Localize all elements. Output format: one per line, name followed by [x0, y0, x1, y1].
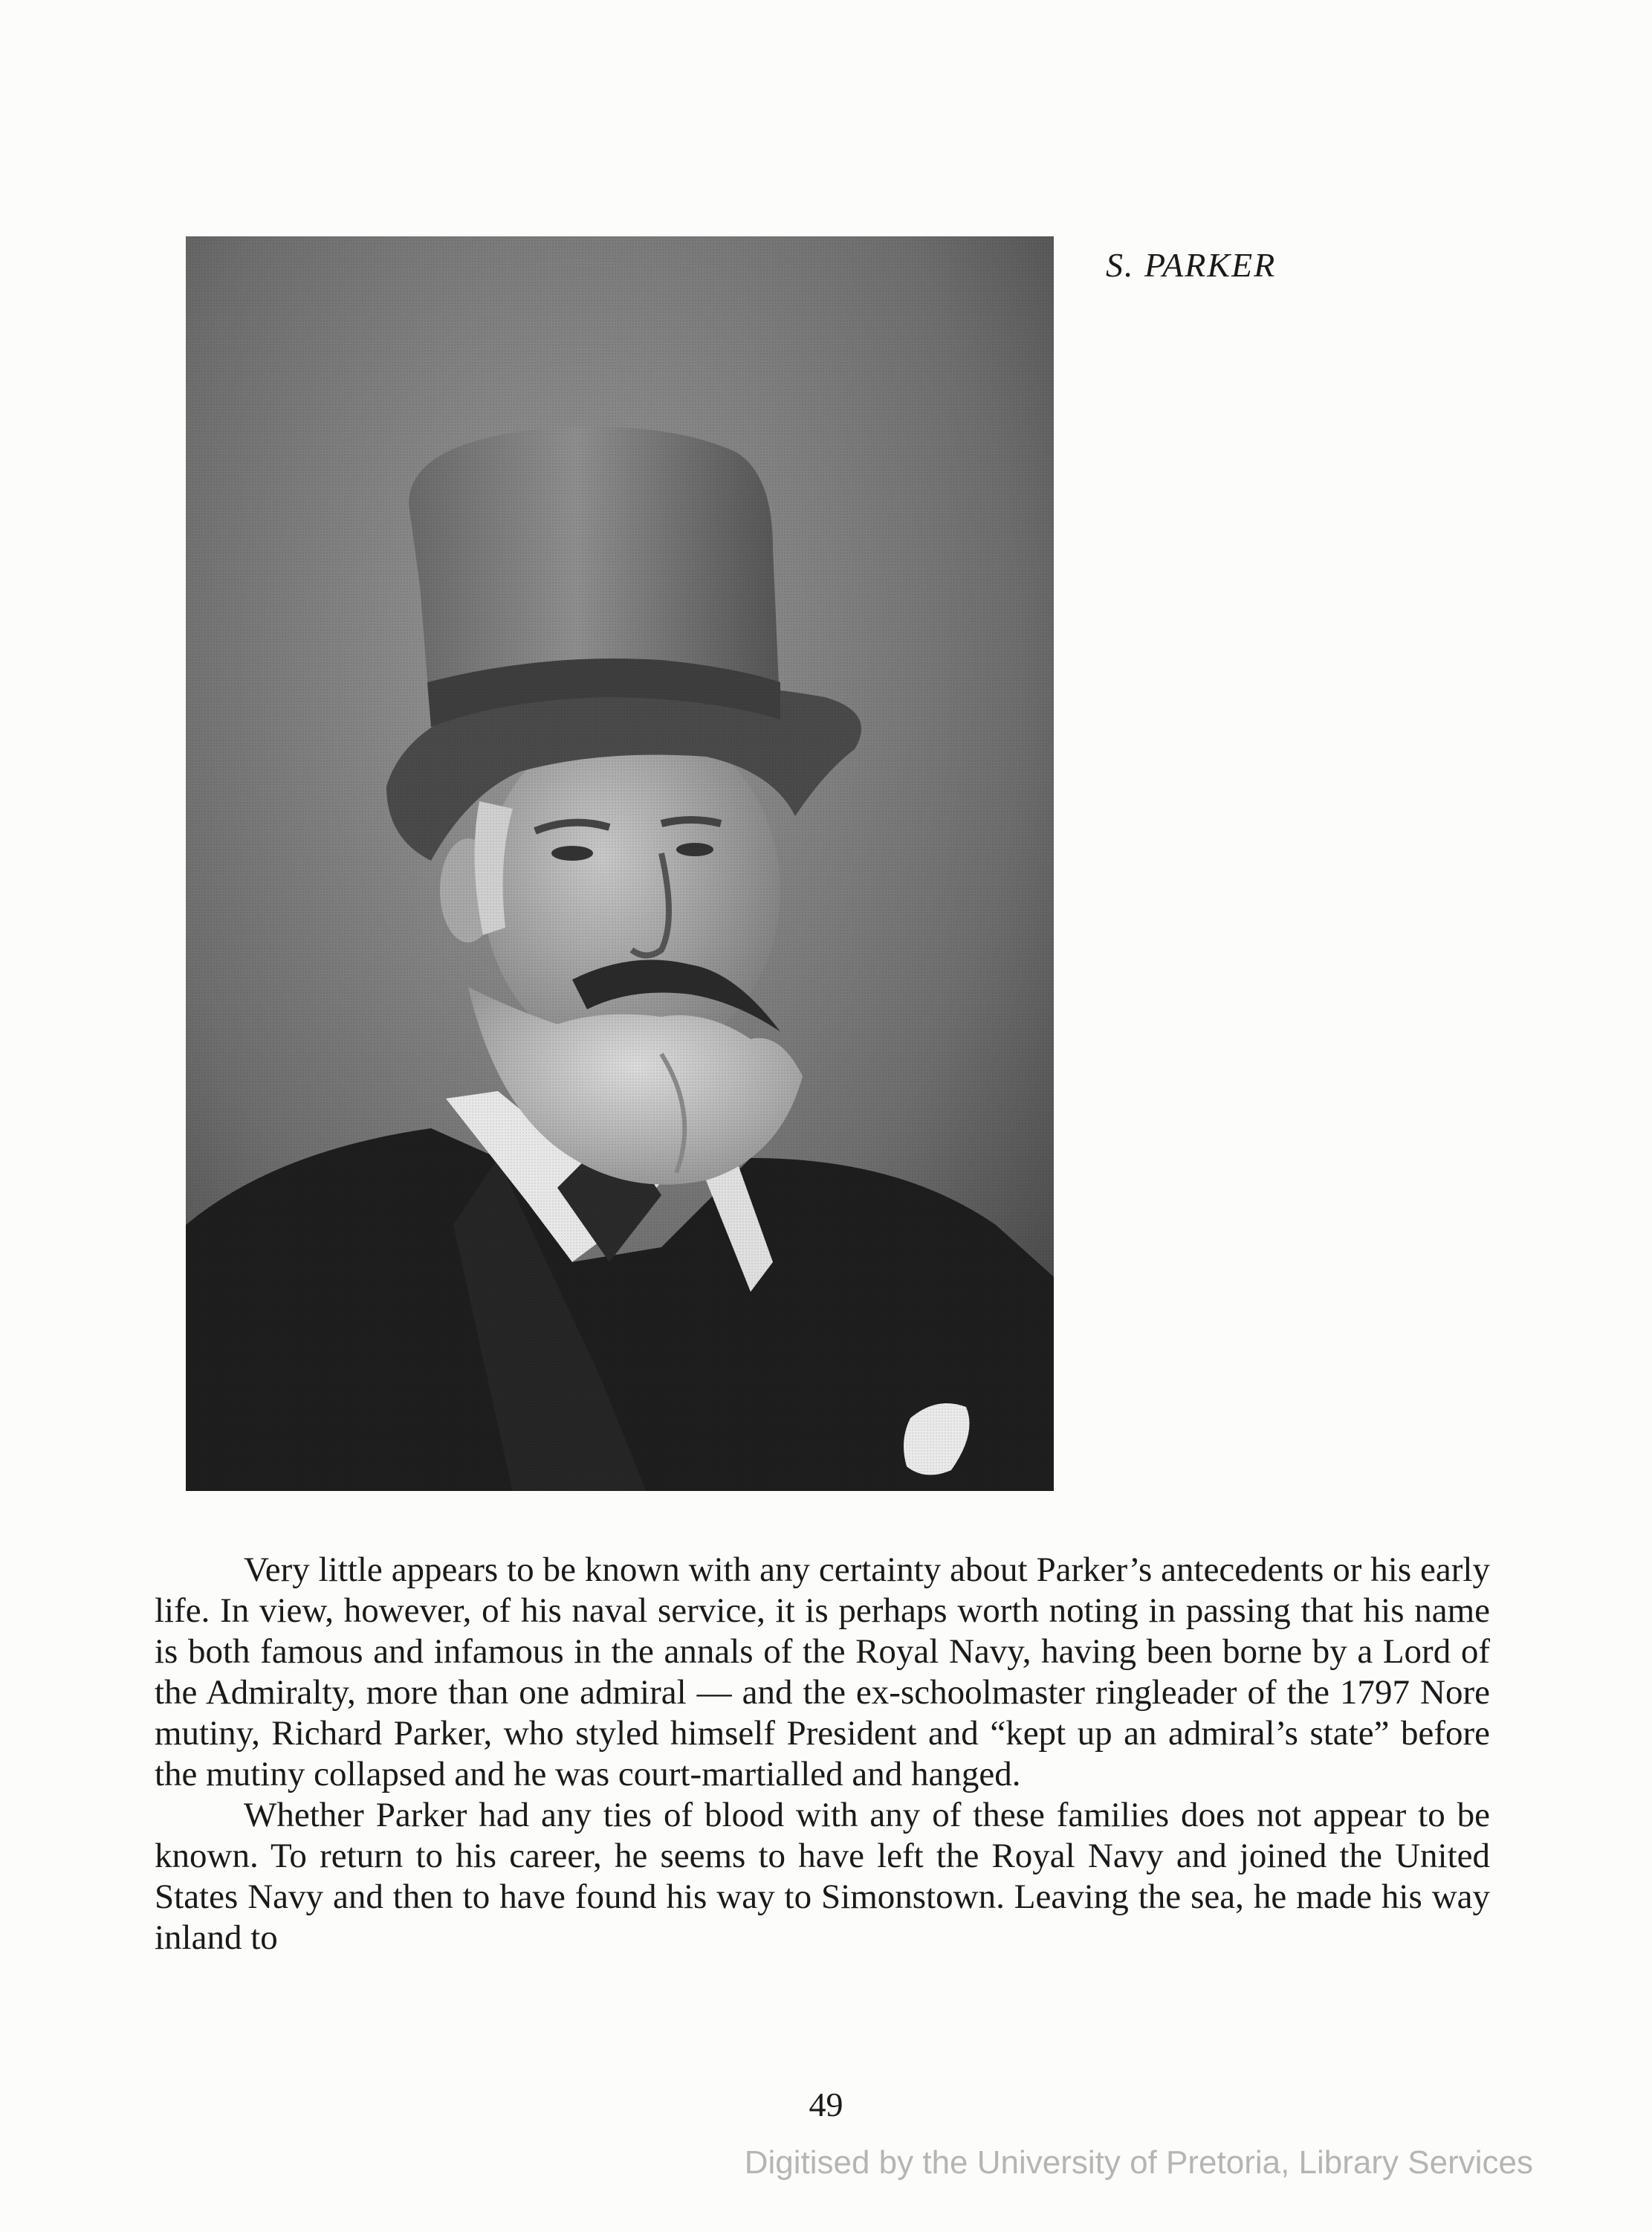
portrait-photo	[186, 236, 1054, 1491]
digitised-notice: Digitised by the University of Pretoria, Library Services	[744, 2144, 1533, 2181]
page-number: 49	[809, 2086, 843, 2123]
body-text	[155, 1550, 1490, 1958]
paragraph-2: Whether Parker had any ties of blood with any of these families does not appear to be known. To return to his career, he seems to have left the Royal Navy and joined the United States Navy and then to have found his way to Simonstown. Leaving the sea, he made his way inland to	[155, 1796, 1490, 1957]
portrait-caption: S. PARKER	[1106, 246, 1277, 284]
paragraph-1: Very little appears to be known with any certainty about Parker’s antecedents or his early life. In view, however, of his naval service, it is perhaps worth noting in passing that his name is both famous and infamous in the annals of the Royal Navy, having been borne by a Lord of the Admiralty, more than one admiral — and the ex-schoolmaster ringleader of the 1797 Nore mutiny, Richard Parker, who styled himself President and “kept up an admiral’s state” before the mutiny collapsed and he was court-martialled and hanged.	[155, 1550, 1490, 1793]
